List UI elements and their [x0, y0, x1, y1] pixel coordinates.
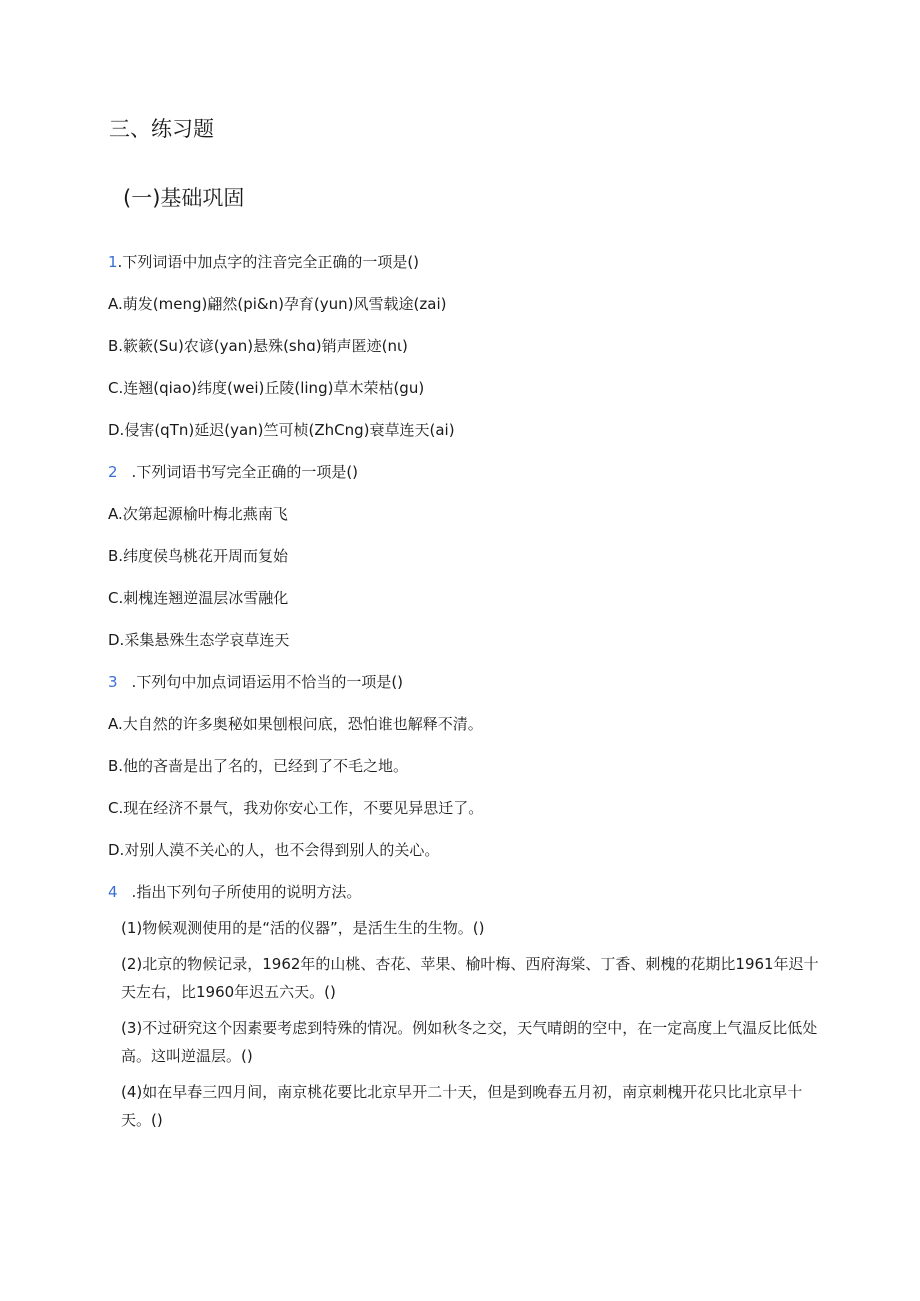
question-2-option-c: C.刺槐连翘逆温层冰雪融化: [108, 589, 289, 607]
question-2-option-d: D.采集悬殊生态学哀草连天: [108, 631, 290, 649]
subitem-text: (3)不过研究这个因素要考虑到特殊的情况。例如秋冬之交，天气晴朗的空中，在一定高度上气温反比低处高。这叫逆温层。(): [121, 1019, 818, 1065]
question-2-option-a: A.次第起源榆叶梅北燕南飞: [108, 505, 288, 523]
question-number: 2: [108, 463, 118, 481]
question-1-option-b: B.簌簌(Su)农谚(yan)悬殊(shɑ)销声匿迹(nι): [108, 337, 408, 355]
question-4-stem: [108, 881, 361, 903]
question-text: .指出下列句子所使用的说明方法。: [131, 883, 362, 901]
section-title: 三、练习题: [109, 117, 214, 141]
question-4-subitem-4: [108, 1078, 821, 1134]
question-1-option-c: C.连翘(qiao)纬度(wei)丘陵(ling)草木荣枯(gu): [108, 379, 425, 397]
question-number: 4: [108, 883, 118, 901]
question-1-stem: [108, 251, 419, 273]
question-1-option-a: A.萌发(meng)翩然(pi&n)孕育(yun)风雪载途(zai): [108, 295, 447, 313]
question-1-option-d: D.侵害(qTn)延迟(yan)竺可桢(ZhCng)衰草连天(ai): [108, 421, 455, 439]
question-3-option-c: C.现在经济不景气，我劝你安心工作，不要见异思迁了。: [108, 799, 484, 817]
subitem-text: (2)北京的物候记录，1962年的山桃、杏花、苹果、榆叶梅、西府海棠、丁香、刺槐的花期比1961年迟十天左右，比1960年迟五六天。(): [121, 955, 819, 1001]
question-3-option-b: B.他的吝啬是出了名的，已经到了不毛之地。: [108, 757, 409, 775]
question-text: .下列词语中加点字的注音完全正确的一项是(): [117, 253, 420, 271]
question-text: .下列词语书写完全正确的一项是(): [131, 463, 359, 481]
question-2-stem: [108, 461, 358, 483]
question-number: 1: [108, 253, 118, 271]
question-text: .下列句中加点词语运用不恰当的一项是(): [131, 673, 404, 691]
question-number: 3: [108, 673, 118, 691]
question-3-option-d: D.对别人漠不关心的人，也不会得到别人的关心。: [108, 841, 440, 859]
question-3-stem: [108, 671, 403, 693]
question-2-option-b: B.纬度侯鸟桃花开周而复始: [108, 547, 289, 565]
question-4-subitem-2: [108, 950, 821, 1006]
question-4-subitem-1: (1)物候观测使用的是“活的仪器”，是活生生的生物。(): [121, 919, 485, 937]
subsection-title: (一)基础巩固: [123, 186, 245, 210]
subitem-text: (4)如在早春三四月间，南京桃花要比北京早开二十天，但是到晚春五月初，南京刺槐开花只比北京早十天。(): [121, 1083, 803, 1129]
question-3-option-a: A.大自然的许多奥秘如果刨根问底，恐怕谁也解释不清。: [108, 715, 483, 733]
question-4-subitem-3: [108, 1014, 821, 1070]
